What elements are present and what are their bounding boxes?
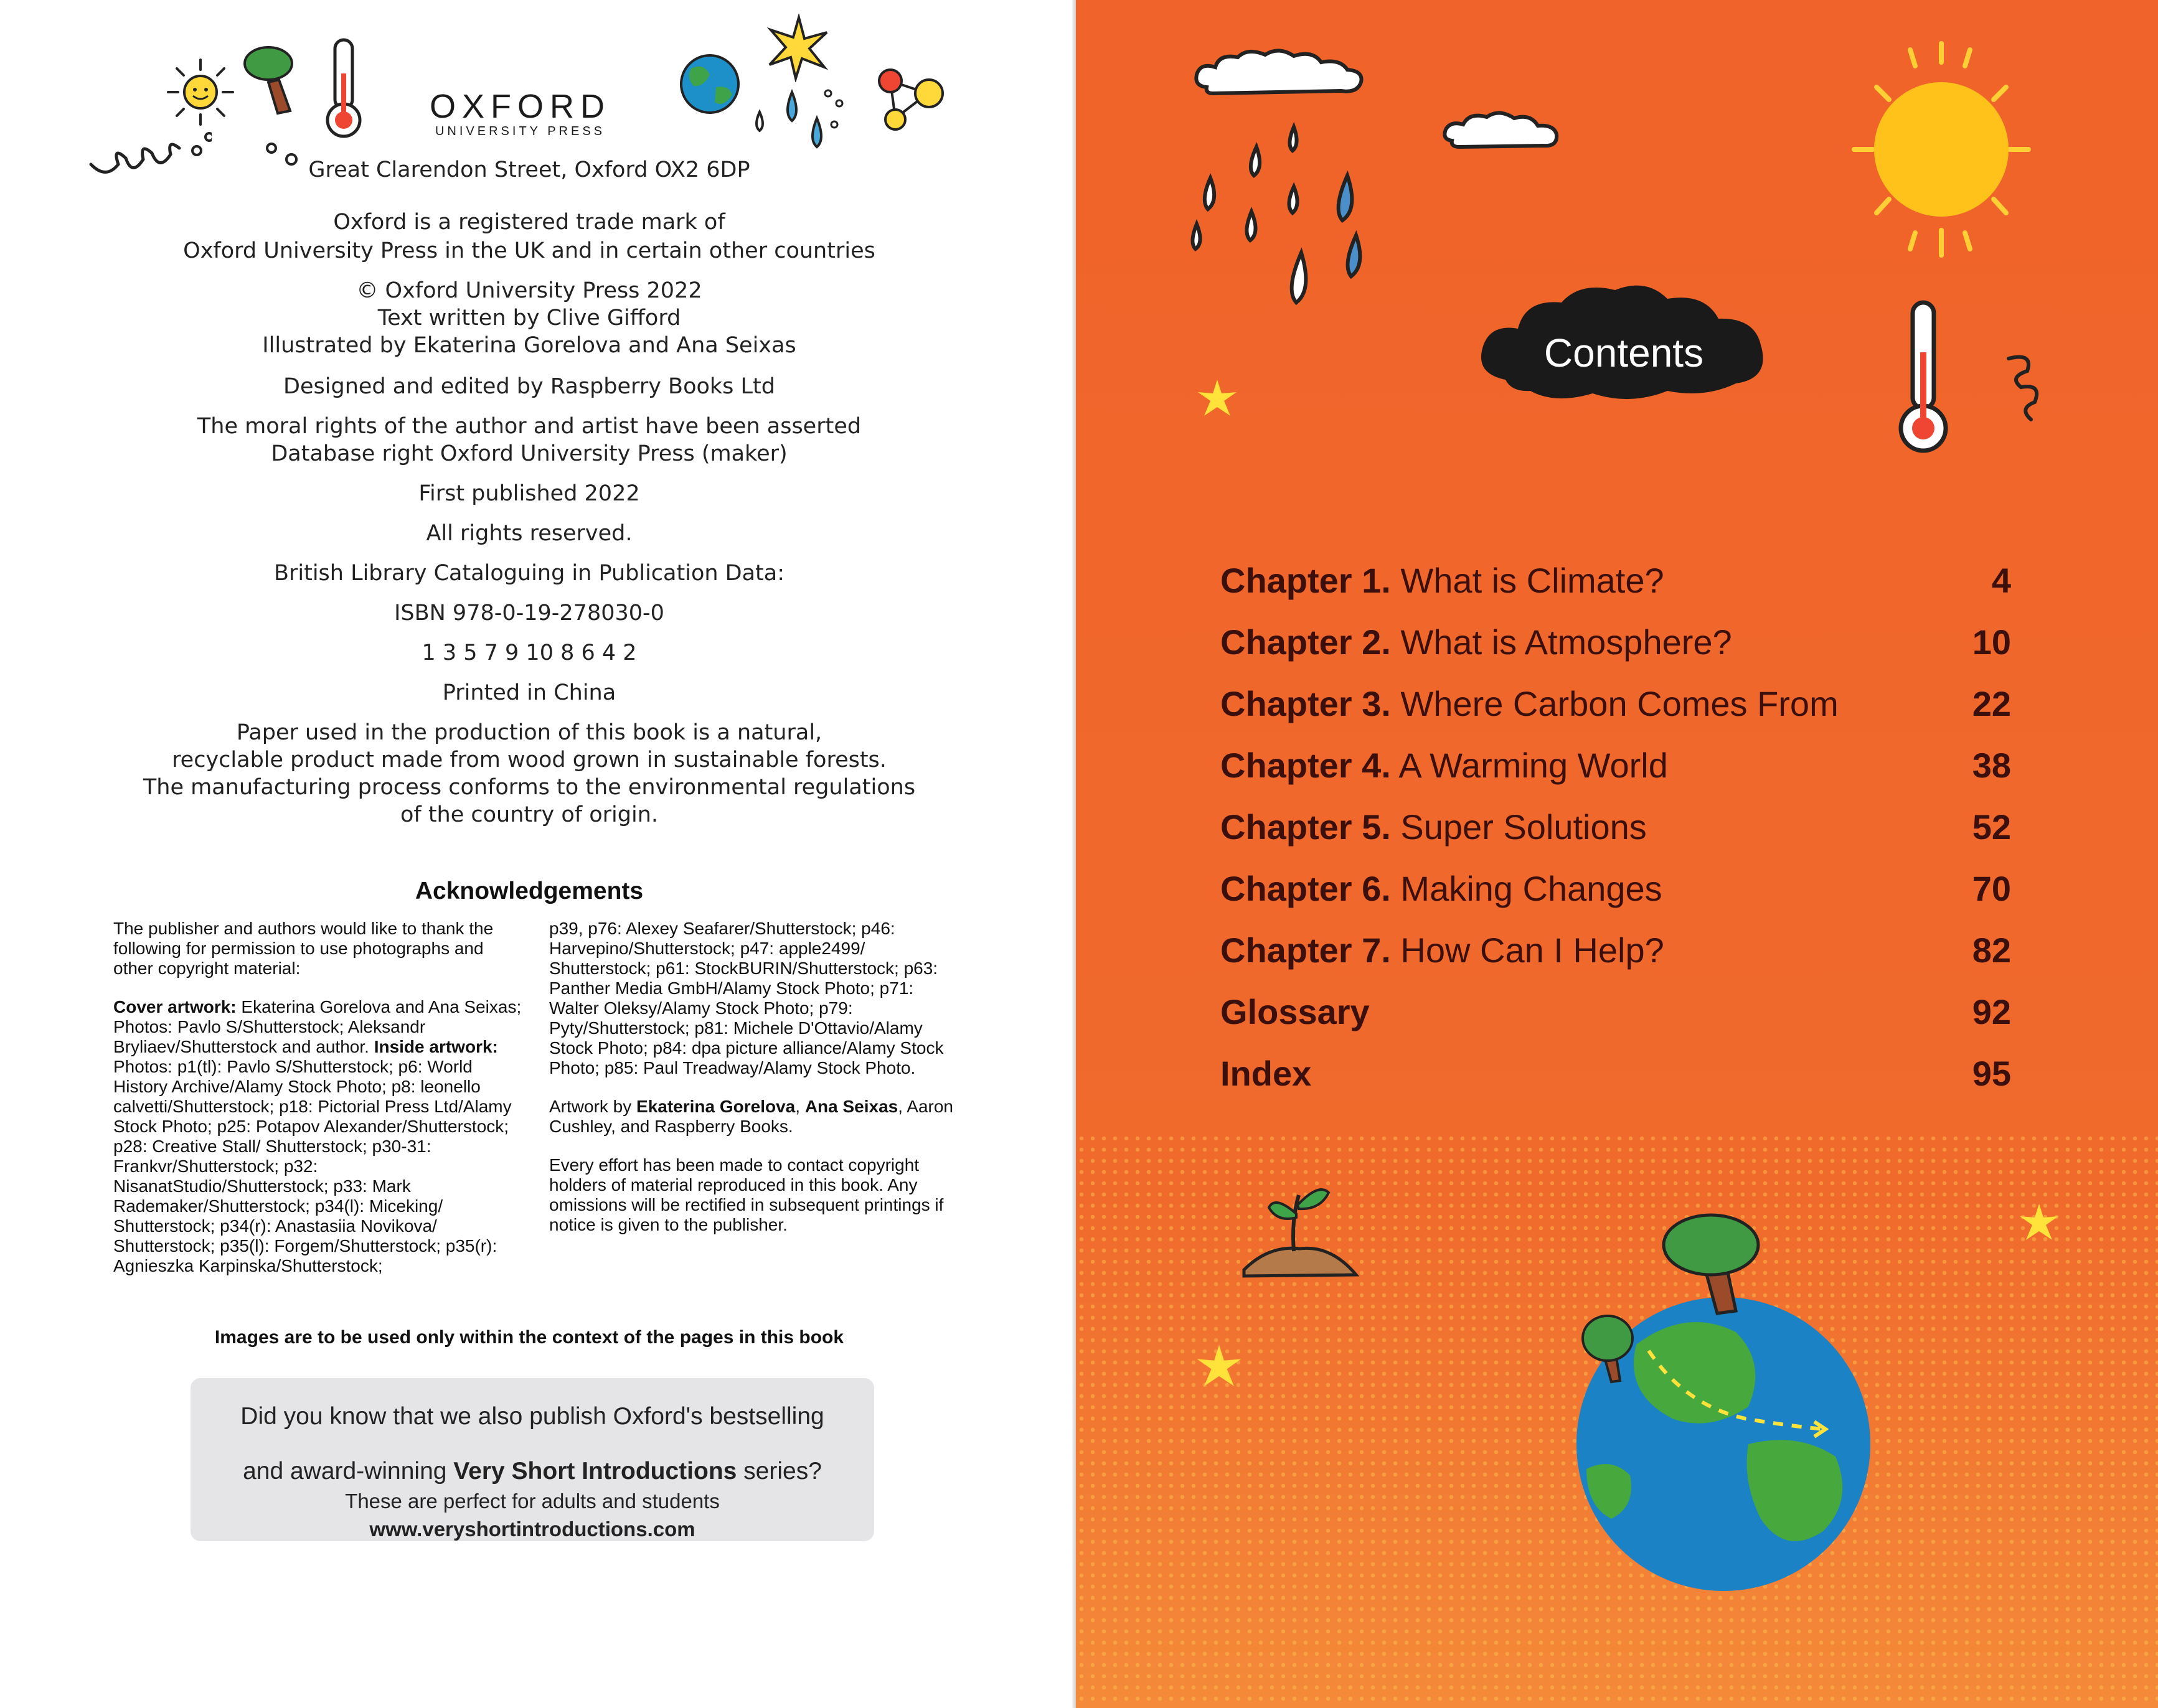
- rights-reserved-line: All rights reserved.: [426, 521, 633, 546]
- vsi-series-name: Very Short Introductions: [453, 1458, 737, 1485]
- toc-entry[interactable]: [1220, 560, 2011, 610]
- sprout-icon: [1232, 1170, 1369, 1295]
- paper-line-3: The manufacturing process conforms to the environmental regulations: [143, 775, 916, 800]
- toc-page-number: 52: [1972, 807, 2011, 847]
- earth-icon: [1562, 1208, 1885, 1606]
- vsi-line-3: These are perfect for adults and students: [345, 1490, 720, 1513]
- paper-line-1: Paper used in the production of this book is a natural,: [236, 720, 822, 745]
- trademark-line-1: Oxford is a registered trade mark of: [333, 210, 725, 235]
- toc-chapter-title: Super Solutions: [1390, 807, 1647, 847]
- paper-line-2: recyclable product made from wood grown in sustainable forests.: [172, 748, 887, 772]
- ack-inside-label: Inside artwork:: [374, 1037, 498, 1056]
- toc-chapter-label: Chapter 4.: [1220, 746, 1391, 785]
- ack-cover-text: Ekaterina Gorelova and Ana Seixas; Photos: Pavlo S/Shutterstock; Aleksandr Bryliaev/Shutterstock and author.: [113, 997, 522, 1056]
- moral-rights-line: The moral rights of the author and artist have been asserted: [197, 414, 862, 439]
- toc-entry[interactable]: [1220, 745, 2011, 795]
- sparkle-doodle-icon: [765, 14, 833, 82]
- toc-page-number: 92: [1972, 992, 2011, 1031]
- toc-chapter-title: How Can I Help?: [1390, 931, 1664, 970]
- toc-page-number: 4: [1991, 561, 2011, 600]
- raindrops-doodle-icon: [747, 81, 847, 156]
- author-line: Text written by Clive Gifford: [377, 306, 681, 331]
- toc-chapter-title: What is Atmosphere?: [1390, 622, 1732, 662]
- vsi-line-2-pre: and award-winning: [243, 1458, 454, 1485]
- database-right-line: Database right Oxford University Press (maker): [271, 441, 788, 466]
- toc-chapter-label: Chapter 7.: [1220, 931, 1391, 970]
- cip-line: British Library Cataloguing in Publication Data:: [273, 561, 785, 586]
- oup-logo: [430, 87, 611, 139]
- toc-page-number: 82: [1972, 931, 2011, 970]
- ack-artwork: [549, 1097, 960, 1137]
- usage-notice: Images are to be used only within the context of the pages in this book: [214, 1327, 844, 1348]
- trademark-line-2: Oxford University Press in the UK and in certain other countries: [183, 238, 875, 263]
- publisher-address: Great Clarendon Street, Oxford OX2 6DP: [308, 157, 750, 182]
- ack-credits: [113, 997, 524, 1276]
- toc-entry[interactable]: [1220, 930, 2011, 980]
- toc-chapter-title: A Warming World: [1390, 746, 1668, 785]
- acknowledgements-title: Acknowledgements: [415, 878, 644, 904]
- toc-page-number: 22: [1972, 684, 2011, 723]
- toc-chapter-label: Chapter 3.: [1220, 684, 1391, 723]
- first-published-line: First published 2022: [418, 481, 640, 506]
- ack-inside-text: Photos: p1(tl): Pavlo S/Shutterstock; p6: World History Archive/Alamy Stock Photo; p8: leonello calvetti/Shutterstock; p18: Pictorial Press Ltd/Alamy Stock Photo; p25: Potapov Alexander/Shutterstock; p28: Creative Stall/ Shutterstock; p30-31: Frankvr/Shutterstock; p32: NisanatStudio/Shutterstock; p33: Mark Rademaker/Shutterstock; p34(l): Miceking/ Shutterstock; p34(r): Anastasiia Novikova/ Shutterstock; p35(l): Forgem/Shutterstock; p35(r): Agnieszka Karpinska/Shutterstock;: [113, 1057, 512, 1275]
- imprint-page: [0, 0, 1076, 1708]
- toc-chapter-label: Index: [1220, 1054, 1312, 1093]
- ack-artist-2: Ana Seixas: [804, 1097, 898, 1116]
- toc-chapter-label: Chapter 2.: [1220, 622, 1391, 662]
- sun-icon: [1848, 37, 2035, 274]
- spiral-icon: [1996, 352, 2052, 427]
- toc-page-number: 70: [1972, 869, 2011, 908]
- paper-line-4: of the country of origin.: [400, 802, 659, 827]
- toc-entry[interactable]: [1220, 868, 2011, 918]
- contents-heading: Contents: [1543, 331, 1704, 375]
- toc-chapter-label: Glossary: [1220, 992, 1370, 1031]
- ack-cover-label: Cover artwork:: [113, 997, 237, 1016]
- toc-chapter-title: Making Changes: [1390, 869, 1662, 908]
- toc-entry[interactable]: [1220, 622, 2011, 672]
- star-icon-3: [1194, 1342, 1244, 1392]
- ack-artwork-sep: ,: [795, 1097, 805, 1116]
- isbn-line: ISBN 978-0-19-278030-0: [394, 601, 664, 626]
- illustrator-line: Illustrated by Ekaterina Gorelova and Ana Seixas: [262, 333, 796, 358]
- toc-chapter-label: Chapter 5.: [1220, 807, 1391, 847]
- thermometer-doodle-icon: [319, 36, 369, 142]
- toc-chapter-title: What is Climate?: [1390, 561, 1664, 600]
- ack-artwork-prefix: Artwork by: [549, 1097, 637, 1116]
- toc-chapter-label: Chapter 1.: [1220, 561, 1391, 600]
- thermometer-icon: [1892, 296, 1954, 458]
- vsi-promo-box: [191, 1378, 874, 1541]
- acknowledgements-column-right: [549, 919, 960, 1254]
- sun-doodle-icon: [163, 55, 238, 129]
- toc-chapter-title: Where Carbon Comes From: [1390, 684, 1839, 723]
- cloud-icon: [1188, 44, 1375, 106]
- oup-logo-sub: UNIVERSITY PRESS: [435, 124, 606, 138]
- toc-page-number: 10: [1972, 622, 2011, 662]
- toc-entry[interactable]: [1220, 683, 2011, 733]
- ack-effort: Every effort has been made to contact copyright holders of material reproduced in this book. Any omissions will be rectified in subsequent printings if notice is given to the publisher.: [549, 1155, 944, 1234]
- ack-artwork-suffix: , Aaron Cushley, and Raspberry Books.: [549, 1097, 953, 1136]
- acknowledgements-column-left: [113, 919, 524, 1295]
- ack-photos-cont: p39, p76: Alexey Seafarer/Shutterstock; p46: Harvepino/Shutterstock; p47: apple2499/ Shutterstock; p61: StockBURIN/Shutterstock; p63: Panther Media GmbH/Alamy Stock Photo; p71: Walter Oleksy/Alamy Stock Photo; p79: Pyty/Shutterstock; p81: Michele D'Ottavio/Alamy Stock Photo; p84: dpa picture alliance/Alamy Stock Photo; p85: Paul Treadway/Alamy Stock Photo.: [549, 919, 944, 1077]
- cloud-small-icon: [1437, 103, 1574, 159]
- vsi-line-2-post: series?: [737, 1458, 822, 1485]
- toc-entry[interactable]: [1220, 807, 2011, 856]
- copyright-line: © Oxford University Press 2022: [356, 278, 702, 303]
- toc-page-number: 95: [1972, 1054, 2011, 1093]
- ack-artist-1: Ekaterina Gorelova: [636, 1097, 796, 1116]
- vsi-line-2: [191, 1455, 874, 1488]
- contents-page: [1076, 0, 2158, 1708]
- print-line: 1 3 5 7 9 10 8 6 4 2: [422, 640, 637, 665]
- toc-entry[interactable]: [1220, 992, 2011, 1041]
- designer-line: Designed and edited by Raspberry Books Ltd: [283, 374, 775, 399]
- tree-doodle-icon: [240, 39, 309, 120]
- oup-logo-name: OXFORD: [430, 88, 611, 125]
- vsi-url-link[interactable]: www.veryshortintroductions.com: [369, 1518, 695, 1541]
- raindrops-icon: [1176, 118, 1400, 342]
- printed-in-line: Printed in China: [442, 680, 616, 705]
- ack-intro: The publisher and authors would like to thank the following for permission to use photographs and other copyright material:: [113, 919, 494, 978]
- globe-doodle-icon: [672, 50, 747, 118]
- toc-entry[interactable]: [1220, 1053, 2011, 1103]
- toc-page-number: 38: [1972, 746, 2011, 785]
- vsi-line-1: Did you know that we also publish Oxford's bestselling: [240, 1403, 824, 1430]
- star-icon: [1195, 377, 1239, 421]
- toc-chapter-label: Chapter 6.: [1220, 869, 1391, 908]
- star-icon-2: [2017, 1201, 2061, 1245]
- molecule-doodle-icon: [872, 62, 953, 137]
